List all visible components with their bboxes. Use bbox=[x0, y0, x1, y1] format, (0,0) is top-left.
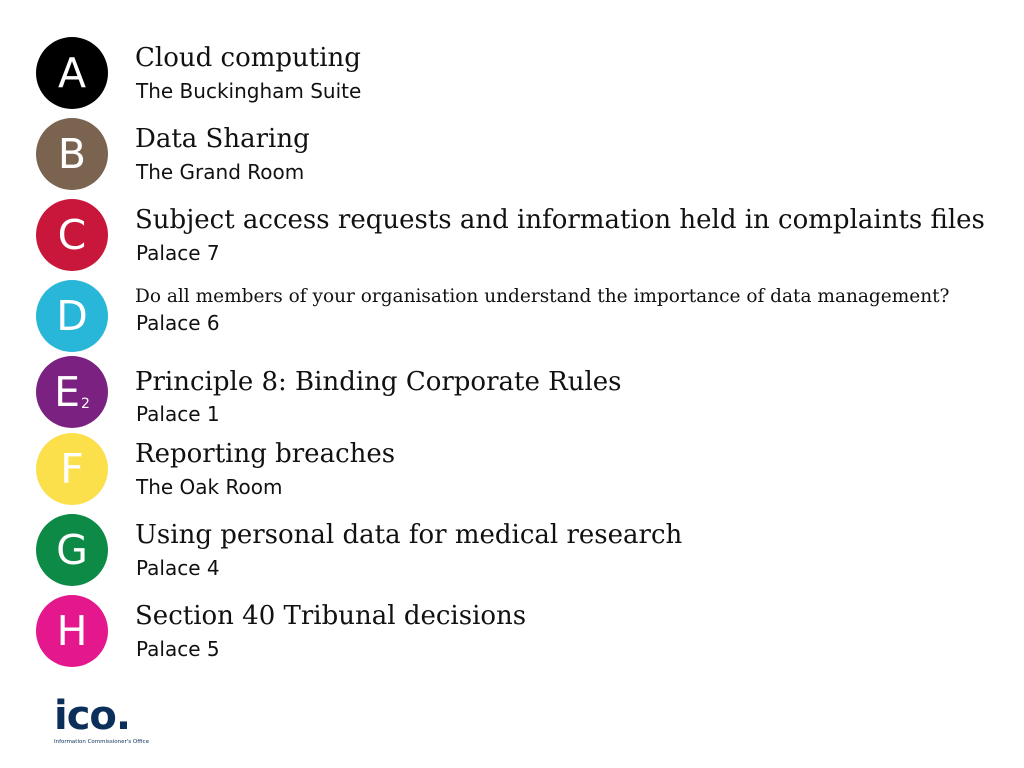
session-badge bbox=[36, 199, 108, 271]
session-room: Palace 7 bbox=[136, 241, 220, 265]
session-room: The Buckingham Suite bbox=[136, 79, 362, 103]
session-letter: A bbox=[57, 49, 87, 97]
session-badge bbox=[36, 356, 108, 428]
session-letter-subscript: 2 bbox=[80, 396, 90, 412]
session-room: Palace 1 bbox=[136, 402, 220, 426]
session-title: Using personal data for medical research bbox=[135, 520, 683, 550]
session-letter: G bbox=[56, 526, 88, 574]
session-room: Palace 5 bbox=[136, 637, 220, 661]
ico-logo-caption: Information Commissioner's Office bbox=[54, 739, 149, 745]
session-title: Section 40 Tribunal decisions bbox=[135, 601, 527, 631]
session-room: Palace 4 bbox=[136, 556, 220, 580]
session-title: Do all members of your organisation understand the importance of data management? bbox=[135, 286, 950, 307]
session-badge bbox=[36, 118, 108, 190]
session-title: Principle 8: Binding Corporate Rules bbox=[135, 367, 622, 397]
session-title: Subject access requests and information held in complaints files bbox=[135, 205, 985, 235]
session-room: Palace 6 bbox=[136, 311, 220, 335]
session-room: The Oak Room bbox=[136, 475, 283, 499]
session-letter: E bbox=[54, 368, 80, 416]
session-letter: D bbox=[56, 292, 88, 340]
session-badge bbox=[36, 514, 108, 586]
session-badge bbox=[36, 433, 108, 505]
session-letter: B bbox=[57, 130, 87, 178]
session-badge bbox=[36, 280, 108, 352]
session-badge bbox=[36, 37, 108, 109]
session-title: Cloud computing bbox=[135, 43, 361, 73]
ico-logo-mark: ico. bbox=[54, 693, 131, 739]
session-title: Reporting breaches bbox=[135, 439, 396, 469]
session-badge bbox=[36, 595, 108, 667]
session-letter: F bbox=[60, 445, 84, 493]
session-room: The Grand Room bbox=[136, 160, 305, 184]
session-title: Data Sharing bbox=[135, 124, 310, 154]
ico-logo bbox=[54, 694, 154, 754]
session-letter: H bbox=[56, 607, 88, 655]
session-letter: C bbox=[57, 211, 87, 259]
